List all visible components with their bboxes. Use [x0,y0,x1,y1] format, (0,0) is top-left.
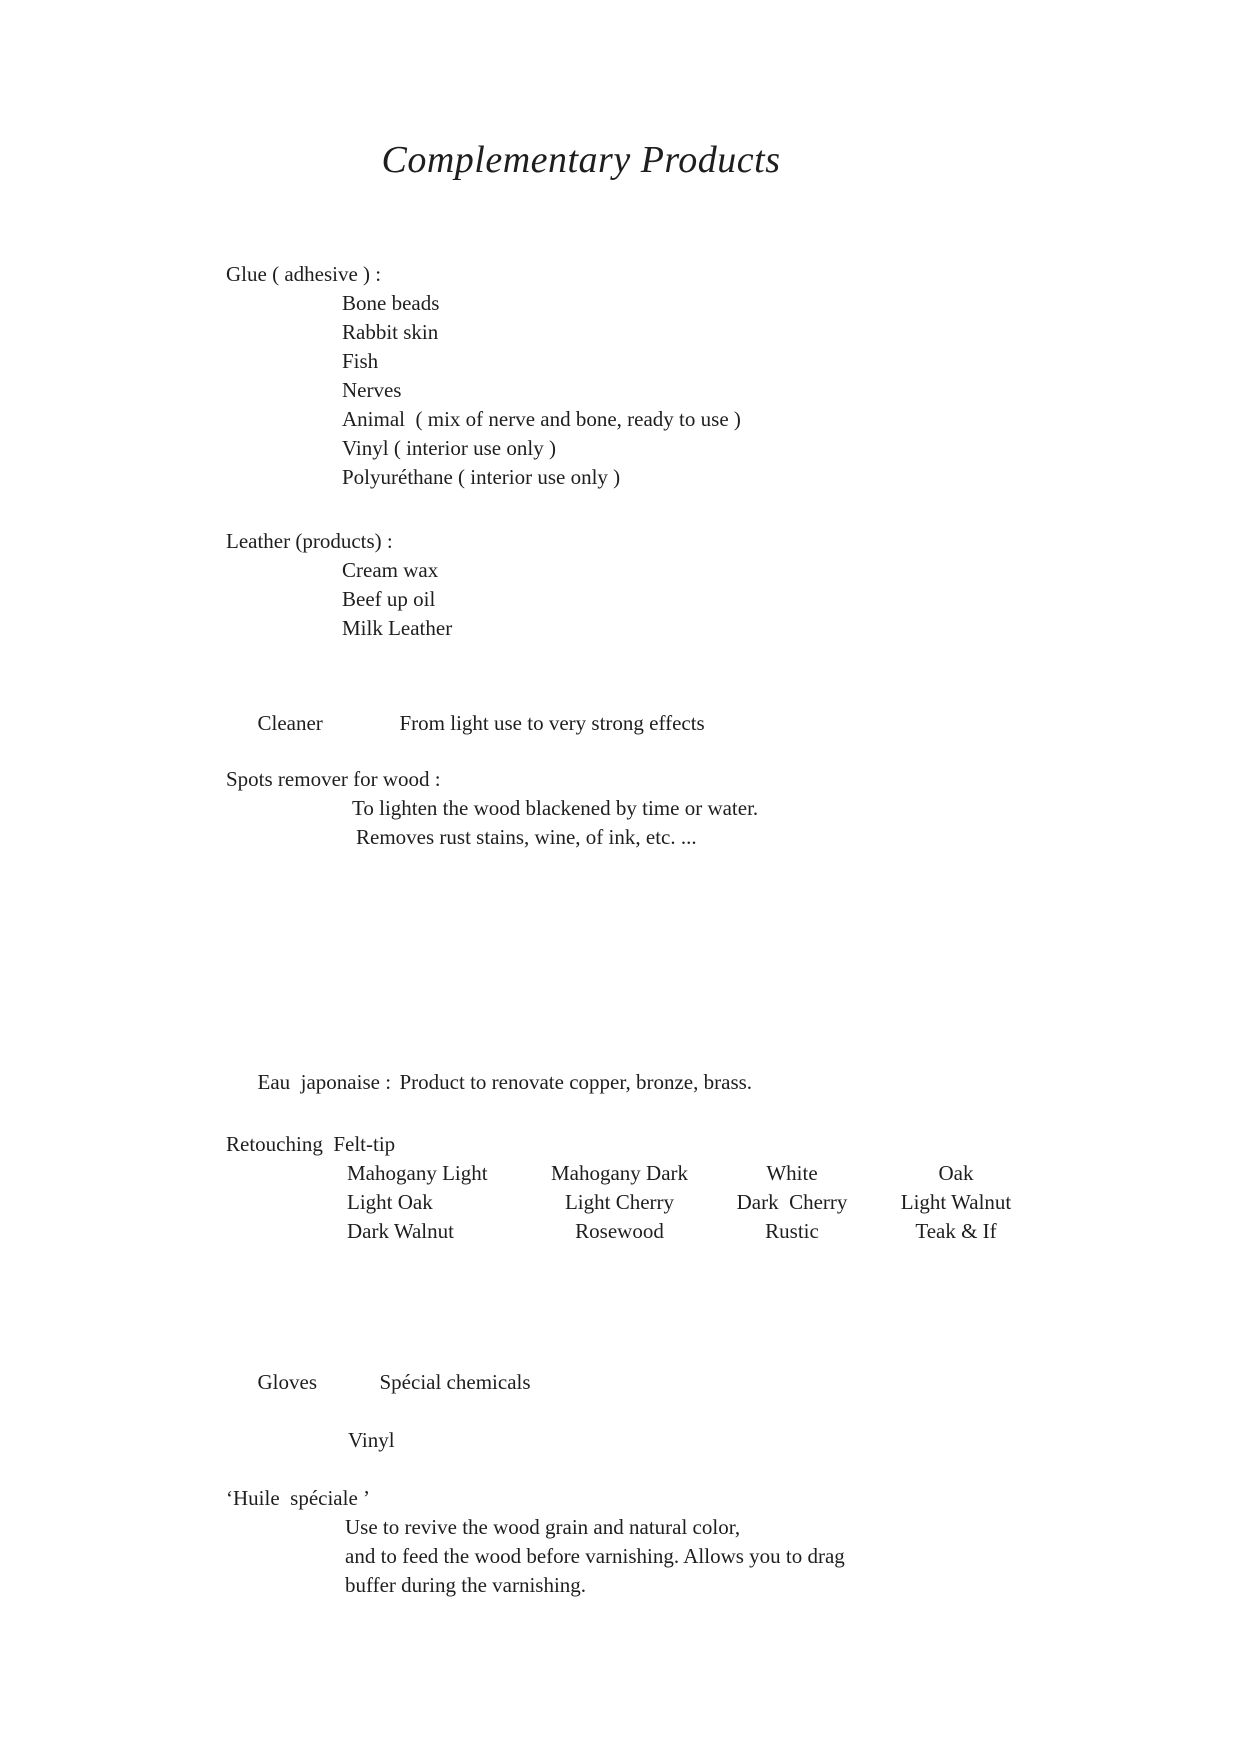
spots-remover-label: Spots remover for wood : [226,767,441,791]
section-cleaner [0,680,1239,767]
leather-item: Milk Leather [342,616,453,640]
spots-remover-line: Removes rust stains, wine, of ink, etc. ... [356,825,697,849]
glue-item: Fish [342,349,379,373]
huile-speciale-label: ‘Huile spéciale ’ [226,1486,371,1510]
glue-item: Bone beads [342,291,440,315]
eau-japonaise-label: Eau japonaise : [257,1070,392,1094]
felt-tip-color: Dark Cherry [736,1190,848,1214]
felt-tip-color: White [766,1161,818,1185]
cleaner-description: From light use to very strong effects [399,711,705,735]
glue-item: Rabbit skin [342,320,439,344]
section-leather [0,527,1239,643]
section-gloves [0,1339,1239,1455]
cleaner-label: Cleaner [257,711,323,735]
huile-speciale-line: and to feed the wood before varnishing. Allows you to drag [345,1544,845,1568]
felt-tip-color: Light Walnut [900,1190,1012,1214]
felt-tip-color: Mahogany Dark [550,1161,689,1185]
gloves-label: Gloves [257,1370,317,1394]
leather-item: Beef up oil [342,587,436,611]
huile-speciale-line: buffer during the varnishing. [345,1573,587,1597]
section-spots-remover [0,765,1239,852]
section-retouching-felt-tip [0,1130,1239,1246]
felt-tip-color: Rustic [765,1219,819,1243]
eau-japonaise-description: Product to renovate copper, bronze, brass. [399,1070,753,1094]
felt-tip-color: Oak [938,1161,974,1185]
gloves-item: Spécial chemicals [379,1370,531,1394]
felt-tip-label: Retouching Felt-tip [226,1132,396,1156]
glue-label: Glue ( adhesive ) : [226,262,382,286]
gloves-item: Vinyl [348,1428,395,1452]
huile-speciale-line: Use to revive the wood grain and natural color, [345,1515,741,1539]
glue-item: Vinyl ( interior use only ) [342,436,556,460]
glue-item: Polyuréthane ( interior use only ) [342,465,621,489]
felt-tip-color: Light Cherry [564,1190,675,1214]
felt-tip-color-grid [347,1159,1040,1246]
section-glue [0,260,1239,492]
glue-item: Animal ( mix of nerve and bone, ready to use ) [342,407,741,431]
felt-tip-color: Mahogany Light [347,1161,488,1185]
section-huile-speciale [0,1484,1239,1600]
leather-item: Cream wax [342,558,439,582]
spots-remover-line: To lighten the wood blackened by time or water. [352,796,759,820]
leather-label: Leather (products) : [226,529,393,553]
section-eau-japonaise [0,1039,1239,1126]
felt-tip-color: Dark Walnut [347,1219,454,1243]
page-title: Complementary Products [381,139,781,181]
felt-tip-color: Light Oak [347,1190,433,1214]
felt-tip-color: Teak & If [915,1219,997,1243]
felt-tip-color: Rosewood [575,1219,664,1243]
glue-item: Nerves [342,378,402,402]
